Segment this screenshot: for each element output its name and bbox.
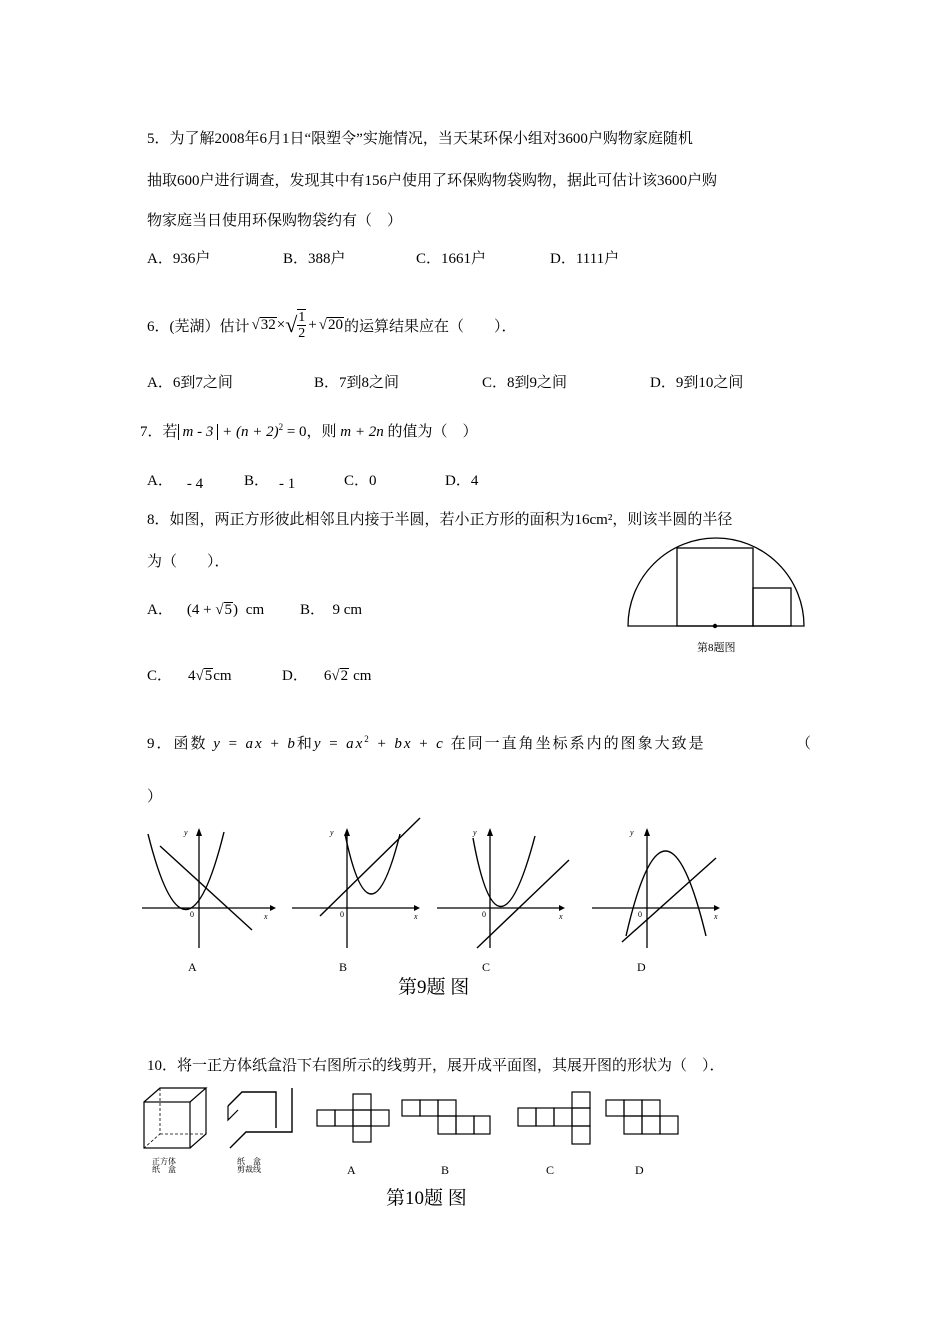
q9-d-y-label: y <box>630 828 634 837</box>
q6-suffix: 的运算结果应在（ ）． <box>343 318 517 335</box>
q8-option-d: D． 6√2 cm <box>282 668 372 684</box>
q7-equals: = 0，则 <box>286 424 337 440</box>
small-square <box>753 588 791 626</box>
q9-d-x-label: x <box>714 912 718 921</box>
line <box>160 846 252 930</box>
q10-net-c <box>516 1090 592 1146</box>
q6-option-d: D．9到10之间 <box>650 375 744 391</box>
q9-stem: 9．函数 y = ax + b和$y = ax^2$ + bx + c 在同一直角坐标系内的图象大致是 <box>147 734 706 752</box>
center-point <box>713 624 717 628</box>
q9-a-x-label: x <box>264 912 268 921</box>
q9-a-origin: 0 <box>190 910 194 919</box>
q10-box-label-2: 剪裁线 <box>237 1165 261 1174</box>
q5-option-b: B．388户 <box>283 251 346 267</box>
q8-figure-caption: 第8题图 <box>697 642 736 654</box>
q9-c-y-label: y <box>473 828 477 837</box>
q7-prefix: 7．若 <box>140 424 178 440</box>
q10-stem: 10．将一正方体纸盒沿下右图所示的线剪开，展开成平面图，其展开图的形状为（ ）． <box>147 1058 725 1074</box>
q6-plus: + <box>308 316 317 333</box>
q7-stem <box>140 420 478 441</box>
q9-a-y-label: y <box>184 828 188 837</box>
q9-graph-d <box>590 826 725 951</box>
q5-option-a: A．936户 <box>147 251 211 267</box>
q6-sqrt-20: √20 <box>318 316 343 333</box>
q8-option-c: C． 4√5cm <box>147 668 232 684</box>
q10-net-d-label: D <box>635 1163 644 1177</box>
q10-net-b <box>400 1098 492 1138</box>
q10-net-d <box>604 1098 680 1138</box>
q7-exponent: 2 <box>278 422 284 432</box>
q9-paren-open: （ <box>796 736 812 752</box>
q7-option-a: A． - 4 <box>147 473 204 492</box>
q9-d-origin: 0 <box>638 910 642 919</box>
q9-c-origin: 0 <box>482 910 486 919</box>
q9-graph-b <box>290 826 425 951</box>
parabola <box>148 832 224 910</box>
q7-abs-expr: m - 3 <box>178 424 219 440</box>
q6-option-c: C．8到9之间 <box>482 375 568 391</box>
q8-line1: 8．如图，两正方形彼此相邻且内接于半圆，若小正方形的面积为16cm²，则该半圆的半径 <box>147 512 733 528</box>
q9-paren-close: ） <box>147 789 163 805</box>
q7-option-c: C．0 <box>344 473 377 489</box>
q7-option-d: D．4 <box>445 473 479 489</box>
q7-suffix: 的值为（ ） <box>387 424 478 440</box>
q9-graph-b-label: B <box>339 960 348 974</box>
q6-sqrt-half: √ $\frac{1}{2}$ <box>285 310 306 341</box>
q5-line2: 抽取600户进行调查，发现其中有156户使用了环保购物袋购物，据此可估计该3600户购 <box>147 173 718 189</box>
q10-net-c-label: C <box>546 1163 555 1177</box>
q10-cube-label-1: 正方体 <box>152 1157 176 1166</box>
q9-graph-d-label: D <box>637 960 646 974</box>
q9-graph-a-label: A <box>188 960 197 974</box>
q9-graph-c-label: C <box>482 960 491 974</box>
q9-caption: 第9题 图 <box>398 977 470 998</box>
q6-sqrt-32: √32 <box>251 316 276 333</box>
large-square <box>677 548 753 626</box>
q9-graph-a <box>140 826 275 951</box>
q5-line1: 5．为了解2008年6月1日“限塑令”实施情况，当天某环保小组对3600户购物家庭随机 <box>147 131 693 147</box>
q10-caption: 第10题 图 <box>386 1188 467 1209</box>
q9-b-x-label: x <box>414 912 418 921</box>
q10-net-a <box>316 1092 392 1144</box>
q9-b-y-label: y <box>330 828 334 837</box>
parabola <box>473 836 535 907</box>
q5-line3: 物家庭当日使用环保购物袋约有（ ） <box>147 213 403 229</box>
q9-graph-c <box>435 826 570 951</box>
q8-option-a: A． (4 + √5) cm <box>147 602 265 618</box>
q8-line2: 为（ ）． <box>147 554 230 570</box>
q10-net-a-label: A <box>347 1163 356 1177</box>
q9-c-x-label: x <box>559 912 563 921</box>
q8-option-b: B． 9 cm <box>300 602 363 618</box>
q7-square-term: + (n + 2) <box>222 424 279 440</box>
q5-option-d: D．1111户 <box>550 251 620 267</box>
q6-prefix: 6．(芜湖）估计 <box>147 318 250 335</box>
q10-box-label-1: 纸 盒 <box>237 1157 261 1166</box>
q10-net-b-label: B <box>441 1163 450 1177</box>
q6-option-a: A．6到7之间 <box>147 375 233 391</box>
line <box>320 818 420 916</box>
q6-option-b: B．7到8之间 <box>314 375 400 391</box>
parabola <box>626 851 706 936</box>
q6-times: × <box>276 316 286 333</box>
q7-option-b: B． - 1 <box>244 473 296 492</box>
q5-option-c: C．1661户 <box>416 251 487 267</box>
q8-figure <box>626 536 806 632</box>
q6-stem <box>147 305 517 345</box>
q10-cut-lines <box>224 1086 296 1152</box>
semicircle <box>628 538 804 626</box>
q9-b-origin: 0 <box>340 910 344 919</box>
q7-target-expr: m + 2n <box>340 424 384 440</box>
q10-cube <box>142 1086 210 1152</box>
q10-cube-label-2: 纸 盒 <box>152 1165 176 1174</box>
